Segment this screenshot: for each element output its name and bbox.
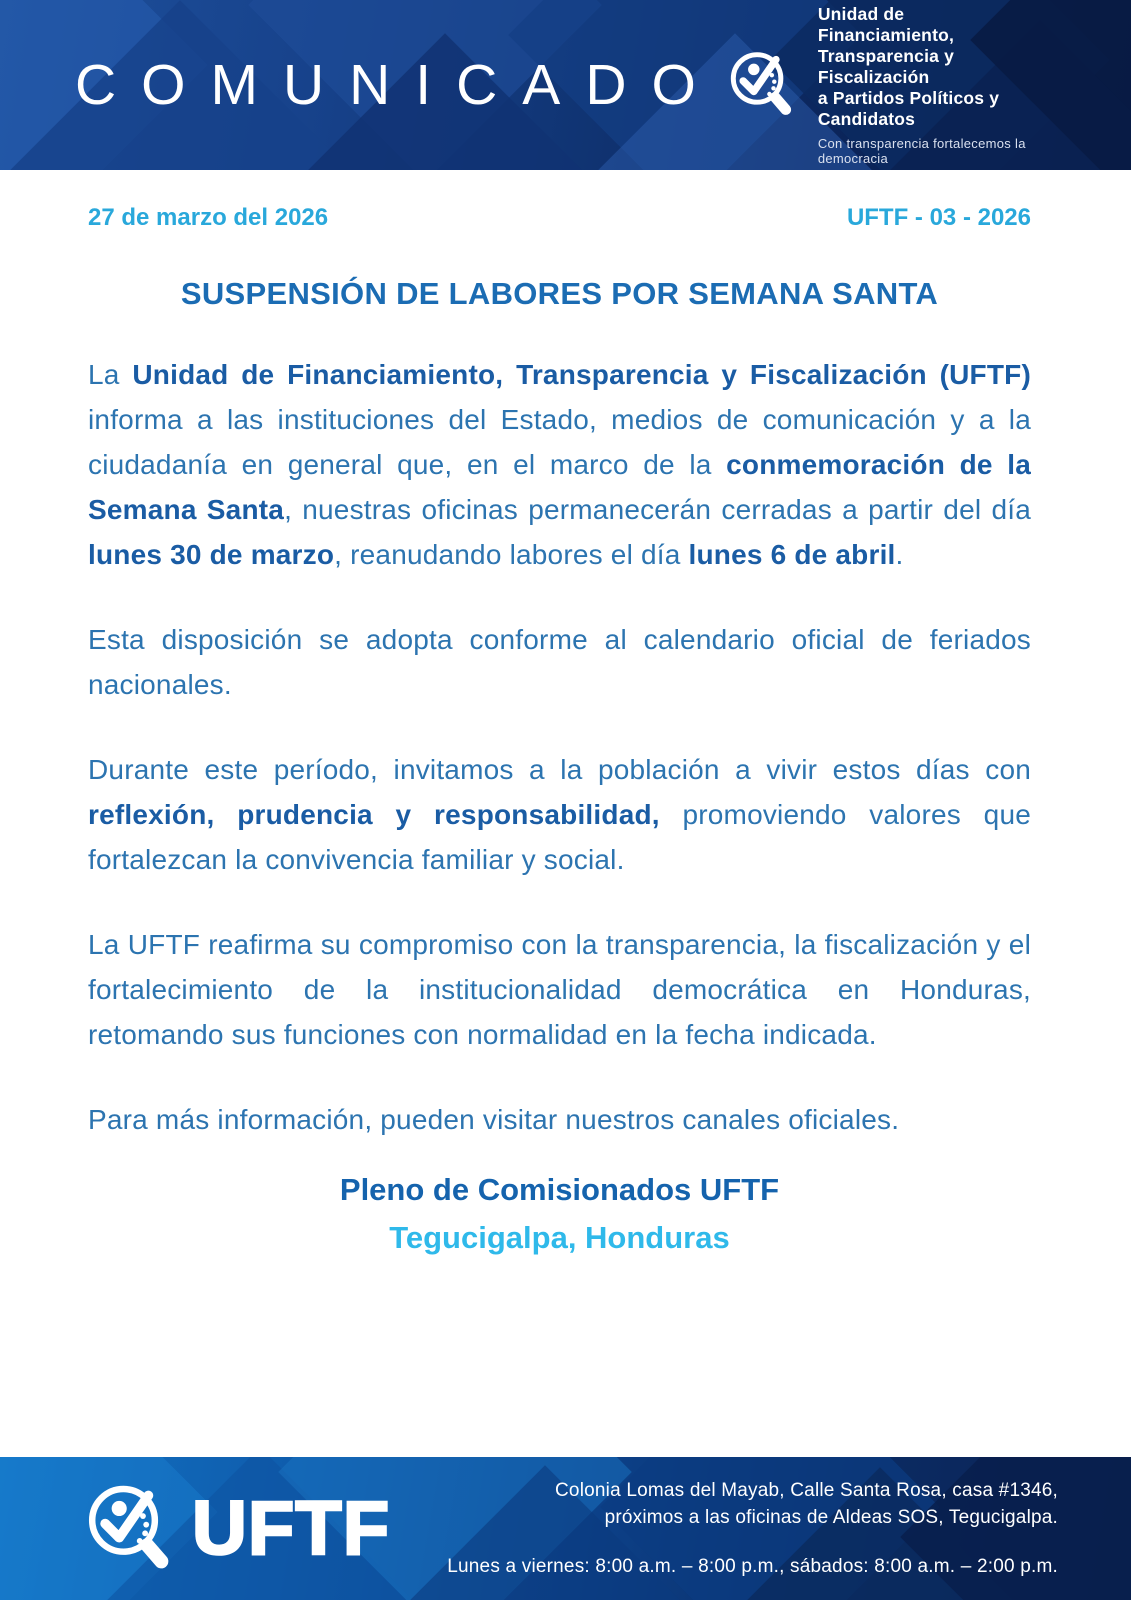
footer-wordmark: UFTF: [192, 1485, 391, 1571]
footer-address-line: Colonia Lomas del Mayab, Calle Santa Rosa, casa #1346,: [555, 1480, 1058, 1501]
signature-place: Tegucigalpa, Honduras: [389, 1220, 730, 1255]
emphasis-text: Unidad de Financiamiento, Transparencia y Fiscalización (UFTF): [132, 359, 1031, 390]
footer-info: [447, 1477, 1058, 1580]
footer-banner: [0, 1457, 1131, 1600]
emphasis-text: lunes 30 de marzo: [88, 539, 335, 570]
body-text: informa a las instituciones del Estado, medios de comunicación y a la ciudadanía en general que, en el marco de la: [88, 404, 1031, 480]
body-text: , nuestras oficinas permanecerán cerradas a partir del día: [284, 494, 1031, 525]
footer-logo-block: [76, 1475, 390, 1583]
signature-block: [88, 1172, 1031, 1256]
emphasis-text: reflexión, prudencia y responsabilidad,: [88, 799, 660, 830]
paragraph: [88, 617, 1031, 707]
footer-hours: Lunes a viernes: 8:00 a.m. – 8:00 p.m., sábados: 8:00 a.m. – 2:00 p.m.: [447, 1556, 1058, 1577]
paragraph: [88, 747, 1031, 882]
magnifier-person-check-icon: [721, 44, 803, 126]
magnifier-person-check-icon: [76, 1475, 184, 1583]
paragraphs: [88, 352, 1031, 1142]
body-text: Esta disposición se adopta conforme al calendario oficial de feriados nacionales.: [88, 624, 1031, 700]
org-name-line: Transparencia y Fiscalización: [817, 46, 955, 87]
document-body: [0, 170, 1131, 1457]
body-text: Para más información, pueden visitar nuestros canales oficiales.: [88, 1104, 900, 1135]
org-logo-block: [721, 4, 1036, 166]
paragraph: [88, 1097, 1031, 1142]
body-text: La: [88, 359, 133, 390]
document-reference: UFTF - 03 - 2026: [846, 204, 1031, 231]
body-text: promoviendo valores que fortalezcan la convivencia familiar y social.: [88, 799, 1031, 875]
emphasis-text: lunes 6 de abril: [688, 539, 896, 570]
document-date: 27 de marzo del 2026: [88, 204, 329, 231]
signature-name: Pleno de Comisionados UFTF: [339, 1172, 780, 1207]
body-text: , reanudando labores el día: [334, 539, 689, 570]
banner-title: COMUNICADO: [75, 53, 721, 117]
paragraph: [88, 922, 1031, 1057]
footer-address-line: próximos a las oficinas de Aldeas SOS, Tegucigalpa.: [604, 1507, 1058, 1528]
header-banner: [0, 0, 1131, 170]
org-tagline: Con transparencia fortalecemos la democracia: [817, 136, 1026, 166]
org-name-line: Unidad de Financiamiento,: [817, 4, 955, 45]
body-text: Durante este período, invitamos a la población a vivir estos días con: [88, 754, 1031, 785]
org-name-line: a Partidos Políticos y Candidatos: [817, 88, 1000, 129]
emphasis-text: conmemoración de la Semana Santa: [88, 449, 1032, 525]
body-text: La UFTF reafirma su compromiso con la transparencia, la fiscalización y el fortalecimiento de la institucionalidad democrática en Honduras, retomando sus funciones con normalidad en la fecha indicada.: [88, 929, 1031, 1050]
paragraph: [88, 352, 1031, 577]
org-name-block: [818, 4, 1036, 166]
document-title: SUSPENSIÓN DE LABORES POR SEMANA SANTA: [180, 276, 939, 311]
meta-row: [88, 204, 1031, 232]
body-text: .: [895, 539, 904, 570]
